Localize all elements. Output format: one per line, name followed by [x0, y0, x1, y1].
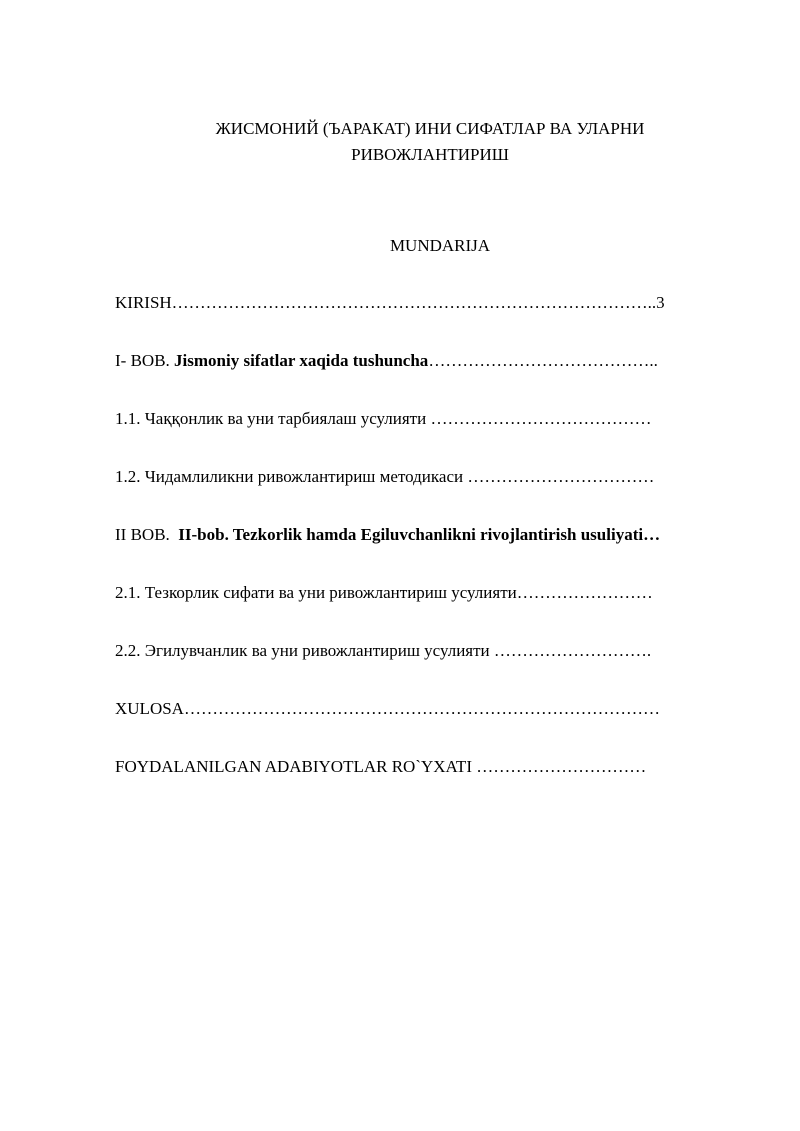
title-line-2: РИВОЖЛАНТИРИШ [351, 145, 509, 164]
toc-entry-1-2 [115, 466, 775, 524]
toc-entry-text: 1.1. Чаққонлик ва уни тарбиялаш усулияти ………………………………… [115, 409, 652, 428]
toc-entry-2-1 [115, 582, 775, 640]
table-of-contents [115, 292, 775, 814]
toc-entry-text: 2.2. Эгилувчанлик ва уни ривожлантириш усулияти ………………………. [115, 641, 652, 660]
toc-entry-text: 2.1. Тезкорлик сифати ва уни ривожлантириш усулияти…………………… [115, 583, 653, 602]
toc-heading: MUNDARIJA [389, 236, 491, 255]
toc-entry-text: FOYDALANILGAN ADABIYOTLAR RO`YXATI ………………………… [115, 757, 647, 776]
toc-entry-prefix: II BOB. [115, 525, 179, 544]
toc-entry-bold-title: II-bob. Tezkorlik hamda Egiluvchanlikni rivojlantirish usuliyati… [178, 525, 661, 544]
toc-entry-bold-title: Jismoniy sifatlar xaqida tushuncha [174, 351, 429, 370]
document-title [120, 116, 740, 168]
toc-entry-bibliography [115, 756, 775, 814]
toc-entry-chapter-1 [115, 350, 775, 408]
title-line-1: ЖИСМОНИЙ (ЪАРАКАТ) ИНИ СИФАТЛАР ВА УЛАРНИ [215, 119, 645, 138]
toc-entry-text: XULOSA………………………………………………………………………… [115, 699, 660, 718]
toc-entry-xulosa [115, 698, 775, 756]
toc-entry-chapter-2 [115, 524, 775, 582]
toc-entry-2-2 [115, 640, 775, 698]
toc-entry-1-1 [115, 408, 775, 466]
toc-entry-leader: ………………………………….. [428, 351, 658, 370]
toc-entry-text: KIRISH…………………………………………………………………………..3 [115, 293, 665, 312]
toc-entry-text: 1.2. Чидамлиликни ривожлантириш методикаси …………………………… [115, 467, 655, 486]
toc-entry-kirish [115, 292, 775, 350]
toc-entry-prefix: I- BOB. [115, 351, 175, 370]
